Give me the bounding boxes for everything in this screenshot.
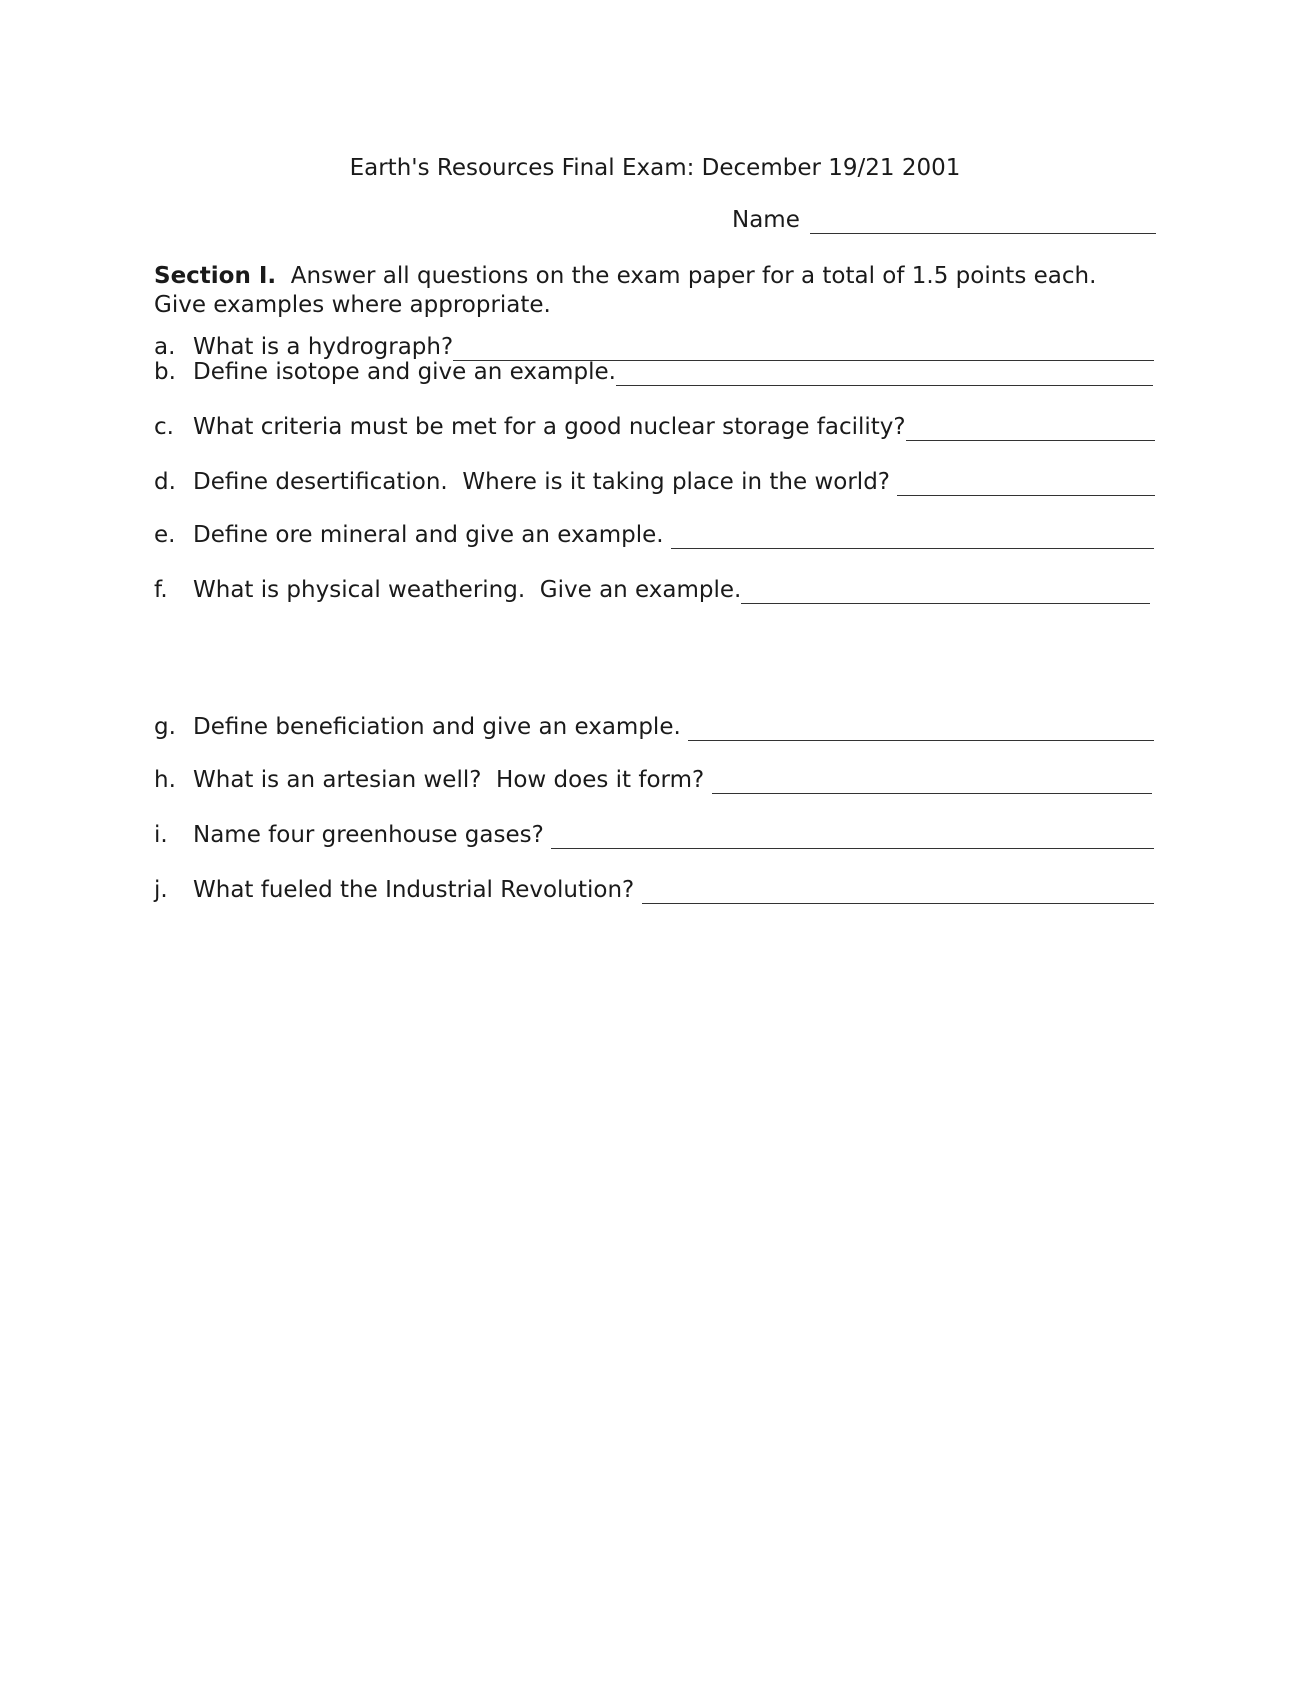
question-letter: g. [154, 714, 176, 740]
name-row [732, 206, 1152, 234]
exam-title: Earth's Resources Final Exam: December 19/21 2001 [349, 155, 961, 181]
question-letter: d. [154, 469, 176, 495]
name-blank-line[interactable] [810, 211, 1156, 234]
question-letter: c. [154, 414, 174, 440]
question-text: What criteria must be met for a good nuclear storage facility? [193, 414, 906, 440]
question-g [154, 713, 1154, 741]
answer-blank-line[interactable] [741, 581, 1150, 604]
question-text: Define isotope and give an example. [193, 359, 616, 385]
section-instructions-text: Answer all questions on the exam paper for a total of 1.5 points each. Give examples where appropriate. [154, 263, 1097, 318]
section-heading: Section I. [154, 263, 277, 289]
question-text: Name four greenhouse gases? [193, 822, 552, 848]
answer-blank-line[interactable] [712, 771, 1152, 794]
answer-blank-line[interactable] [671, 526, 1154, 549]
question-h [154, 766, 1152, 794]
question-text: Define desertification. Where is it taking place in the world? [193, 469, 898, 495]
question-letter: h. [154, 767, 176, 793]
answer-blank-line[interactable] [906, 418, 1155, 441]
question-a [154, 333, 1154, 361]
question-letter: a. [154, 334, 176, 360]
question-text: What is a hydrograph? [193, 334, 454, 360]
question-letter: i. [154, 822, 168, 848]
question-e [154, 521, 1154, 549]
question-letter: j. [154, 877, 168, 903]
question-b [154, 358, 1153, 386]
question-c [154, 413, 1155, 441]
question-text: What is an artesian well? How does it form? [193, 767, 712, 793]
question-text: Define beneficiation and give an example. [193, 714, 689, 740]
question-i [154, 821, 1154, 849]
question-text: Define ore mineral and give an example. [193, 522, 671, 548]
question-text: What fueled the Industrial Revolution? [193, 877, 642, 903]
answer-blank-line[interactable] [616, 363, 1153, 386]
question-text: What is physical weathering. Give an example. [193, 577, 742, 603]
answer-blank-line[interactable] [897, 473, 1155, 496]
question-f [154, 576, 1150, 604]
question-letter: f. [154, 577, 168, 603]
section-instructions [154, 262, 1154, 319]
question-d [154, 468, 1155, 496]
answer-blank-line[interactable] [551, 826, 1154, 849]
name-label: Name [732, 207, 800, 233]
question-j [154, 876, 1154, 904]
question-letter: b. [154, 359, 176, 385]
answer-blank-line[interactable] [688, 718, 1154, 741]
answer-blank-line[interactable] [642, 881, 1154, 904]
question-letter: e. [154, 522, 176, 548]
